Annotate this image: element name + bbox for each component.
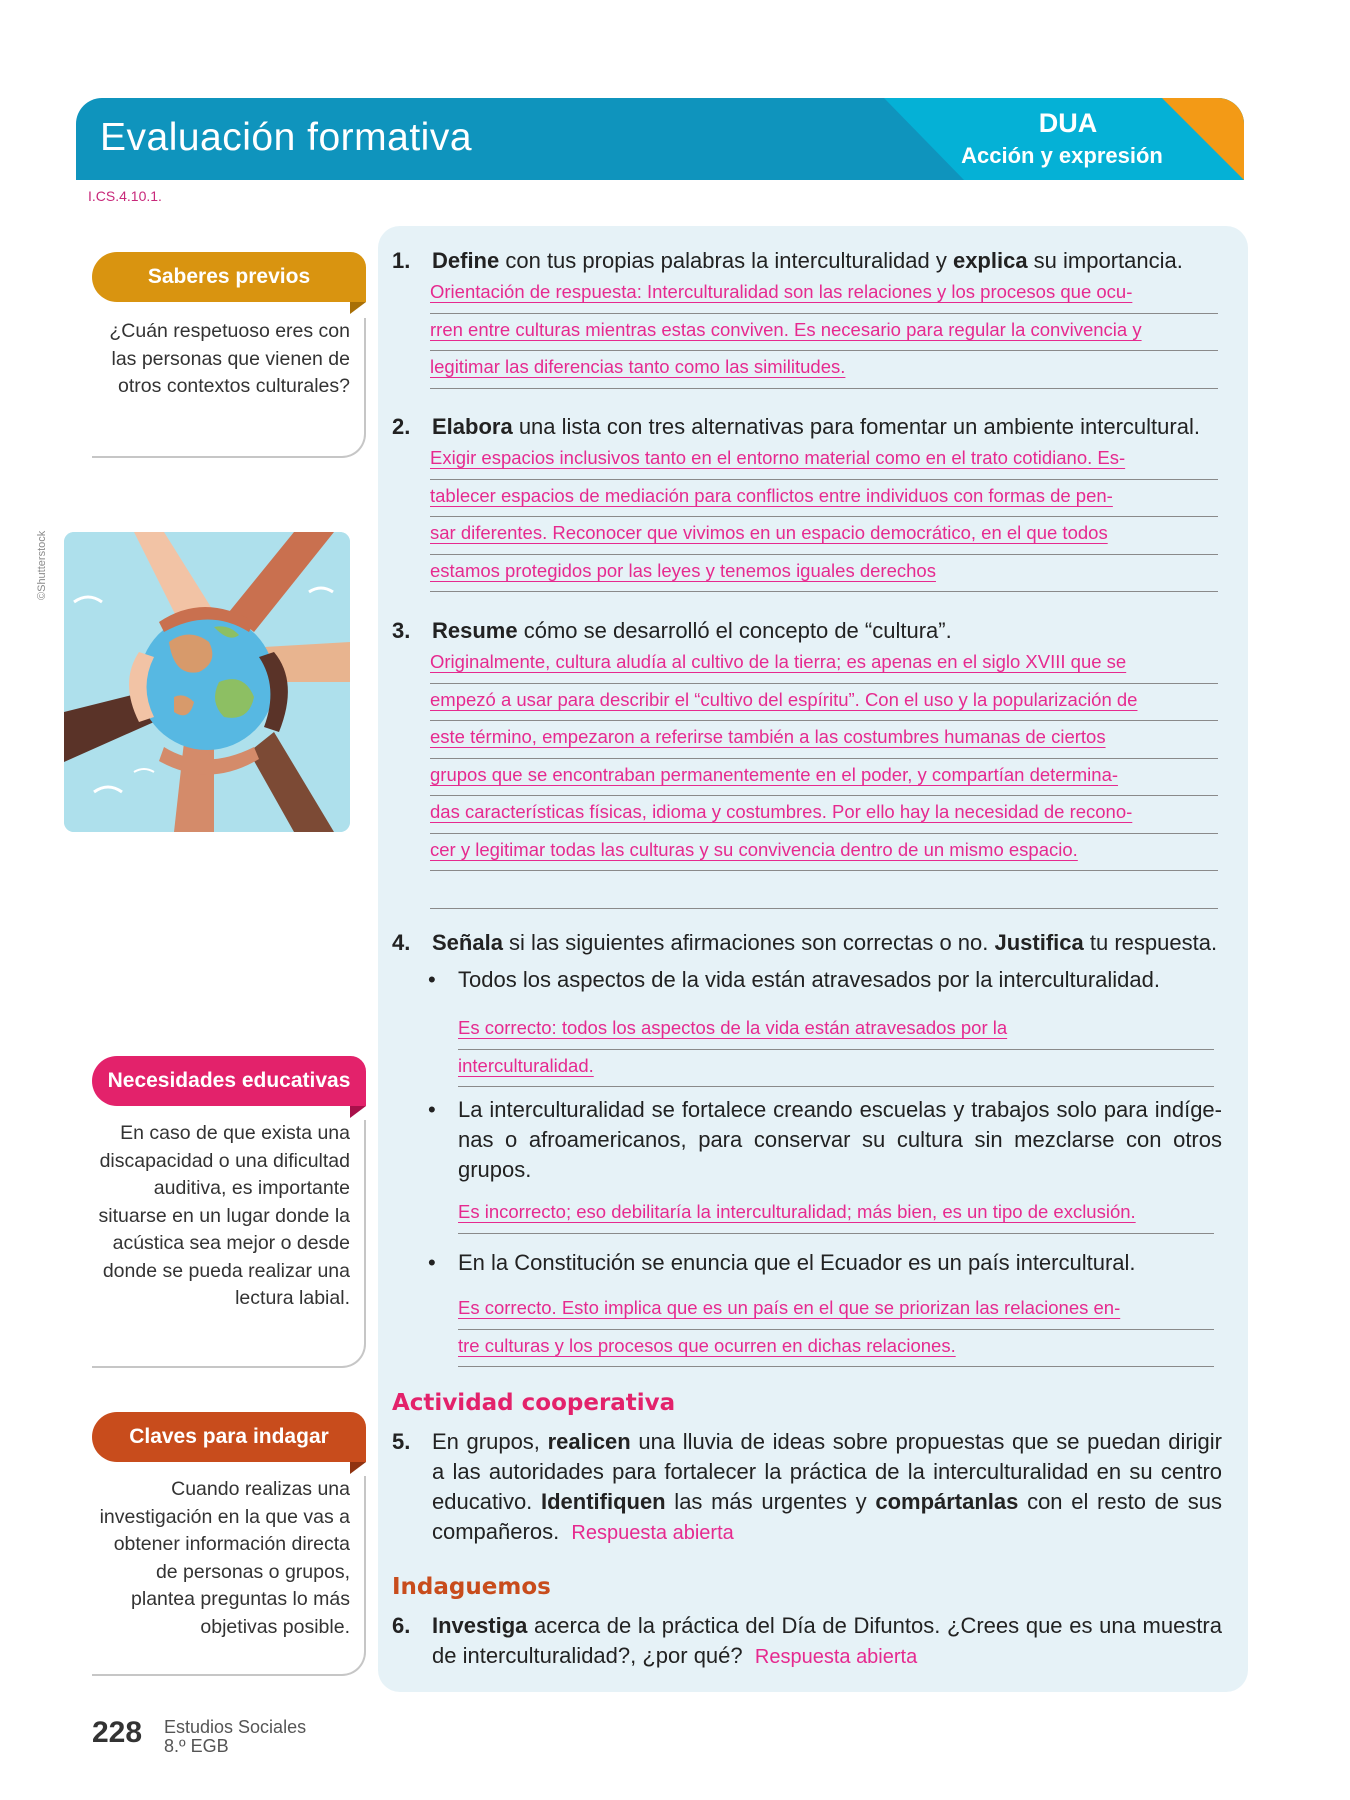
subject-name: Estudios Sociales — [164, 1717, 307, 1737]
statement-text: En la Constitución se enuncia que el Ecuador es un país intercultural. — [458, 1250, 1136, 1275]
answer-line: das características físicas, idioma y costumbres. Por ello hay la necesidad de recono- — [430, 796, 1218, 834]
answer-1 — [430, 276, 1218, 389]
question-5 — [392, 1427, 1222, 1548]
question-number: 2. — [392, 414, 411, 439]
indicator-code: I.CS.4.10.1. — [88, 188, 162, 204]
action-verb: Resume — [432, 618, 518, 643]
question-text: las más urgentes y — [665, 1489, 876, 1514]
question-3 — [392, 616, 1222, 646]
hands-globe-illustration — [64, 532, 350, 832]
answer-line: empezó a usar para describir el “cultivo del espíritu”. Con el uso y la popularización de — [430, 684, 1218, 722]
action-verb: Justifica — [994, 930, 1084, 955]
claves-para-indagar-text: Cuando realizas una investigación en la que vas a obtener información directa de personas o grupos, plantea preguntas lo más objetivas posible. — [92, 1476, 366, 1676]
question-1 — [392, 246, 1222, 276]
question-text: cómo se desarrolló el concepto de “cultura”. — [517, 618, 952, 643]
header-banner — [76, 98, 1244, 180]
question-text: si las siguientes afirmaciones son correctas o no. — [502, 930, 995, 955]
question-text: su importancia. — [1027, 248, 1183, 273]
question-4 — [392, 928, 1222, 958]
dua-subtitle: Acción y expresión — [961, 143, 1163, 168]
question-text: con tus propias palabras la interculturalidad y — [499, 248, 953, 273]
statement-3-answer — [458, 1292, 1214, 1367]
statement-1 — [428, 965, 1222, 995]
answer-line: cer y legitimar todas las culturas y su convivencia dentro de un mismo espacio. — [430, 834, 1218, 872]
statement-2-answer — [458, 1196, 1214, 1234]
answer-line: Exigir espacios inclusivos tanto en el entorno material como en el trato cotidiano. Es- — [430, 442, 1218, 480]
question-text: una lluvia de ideas sobre propuestas que se puedan dirigir a las autoridades para fortalecer la práctica de la interculturalidad en su centro educativo. — [432, 1429, 1222, 1514]
question-number: 3. — [392, 618, 411, 643]
answer-line-blank — [430, 871, 1218, 909]
answer-line: legitimar las diferencias tanto como las similitudes. — [430, 351, 1218, 389]
answer-line: tre culturas y los procesos que ocurren en dichas relaciones. — [458, 1330, 1214, 1368]
action-verb: Elabora — [432, 414, 513, 439]
answer-line: Es incorrecto; eso debilitaría la interculturalidad; más bien, es un tipo de exclusión. — [458, 1196, 1214, 1234]
answer-3 — [430, 646, 1218, 909]
claves-para-indagar-title: Claves para indagar — [92, 1412, 366, 1462]
bullet: • — [428, 1250, 436, 1275]
action-verb: explica — [952, 248, 1028, 273]
answer-line: grupos que se encontraban permanentemente en el poder, y compartían determina- — [430, 759, 1218, 797]
action-verb: realicen — [547, 1429, 631, 1454]
statement-2 — [428, 1095, 1222, 1185]
statement-1-answer — [458, 1012, 1214, 1087]
page-number: 228 — [92, 1716, 143, 1749]
question-text: acerca de la práctica del Día de Difuntos. ¿Crees que es una muestra de interculturalidad?, ¿por qué? — [432, 1613, 1222, 1668]
answer-line: sar diferentes. Reconocer que vivimos en un espacio democrático, en el que todos — [430, 517, 1218, 555]
question-number: 5. — [392, 1429, 411, 1454]
saberes-previos-text: ¿Cuán respetuoso eres con las personas que vienen de otros contextos culturales? — [92, 318, 366, 458]
question-text: En grupos, — [432, 1429, 548, 1454]
action-verb: Define — [432, 248, 500, 273]
saberes-previos-title: Saberes previos — [92, 252, 366, 302]
photo-credit: ©Shutterstock — [36, 530, 48, 600]
dua-title: DUA — [1038, 108, 1098, 138]
open-answer: Respuesta abierta — [571, 1522, 734, 1544]
statement-3 — [428, 1248, 1222, 1278]
question-text: una lista con tres alternativas para fomentar un ambiente intercultural. — [512, 414, 1200, 439]
question-number: 6. — [392, 1613, 411, 1638]
open-answer: Respuesta abierta — [754, 1646, 918, 1668]
action-verb: Señala — [432, 930, 503, 955]
answer-line: estamos protegidos por las leyes y tenemos iguales derechos — [430, 555, 1218, 593]
footer-subject — [164, 1718, 306, 1756]
action-verb: Investiga — [432, 1613, 528, 1638]
answer-line: Originalmente, cultura aludía al cultivo de la tierra; es apenas en el siglo XVIII que se — [430, 646, 1218, 684]
grade-level: 8.º EGB — [164, 1736, 229, 1756]
action-verb: compártanlas — [875, 1489, 1019, 1514]
answer-line: Es correcto: todos los aspectos de la vida están atravesados por la — [458, 1012, 1214, 1050]
answer-line: tablecer espacios de mediación para conflictos entre individuos con formas de pen- — [430, 480, 1218, 518]
answer-line: Orientación de respuesta: Interculturalidad son las relaciones y los procesos que ocu- — [430, 276, 1218, 314]
necesidades-educativas-title: Necesidades educativas — [92, 1056, 366, 1106]
answer-line: interculturalidad. — [458, 1050, 1214, 1088]
statement-text: Todos los aspectos de la vida están atravesados por la interculturalidad. — [458, 967, 1160, 992]
answer-line: rren entre culturas mientras estas conviven. Es necesario para regular la convivencia y — [430, 314, 1218, 352]
question-text: tu respuesta. — [1083, 930, 1218, 955]
indaguemos-heading: Indaguemos — [392, 1574, 551, 1600]
answer-2 — [430, 442, 1218, 592]
question-6 — [392, 1611, 1222, 1672]
page-title: Evaluación formativa — [100, 116, 473, 159]
question-number: 1. — [392, 248, 411, 273]
statement-text: La interculturalidad se fortalece creando escuelas y trabajos solo para indíge-nas o afroamericanos, para conservar su cultura sin mezclarse con otros grupos. — [458, 1097, 1222, 1182]
action-verb: Identifiquen — [540, 1489, 666, 1514]
answer-line: este término, empezaron a referirse también a las costumbres humanas de ciertos — [430, 721, 1218, 759]
question-text: con el resto de sus compañeros. — [432, 1489, 1222, 1544]
question-number: 4. — [392, 930, 411, 955]
question-2 — [392, 412, 1222, 442]
answer-line: Es correcto. Esto implica que es un país en el que se priorizan las relaciones en- — [458, 1292, 1214, 1330]
bullet: • — [428, 1097, 436, 1122]
necesidades-educativas-text: En caso de que exista una discapacidad o una dificultad auditiva, es importante situarse en un lugar donde la acústica sea mejor o desde donde se pueda realizar una lectura labial. — [92, 1120, 366, 1368]
actividad-cooperativa-heading: Actividad cooperativa — [392, 1390, 676, 1416]
bullet: • — [428, 967, 436, 992]
